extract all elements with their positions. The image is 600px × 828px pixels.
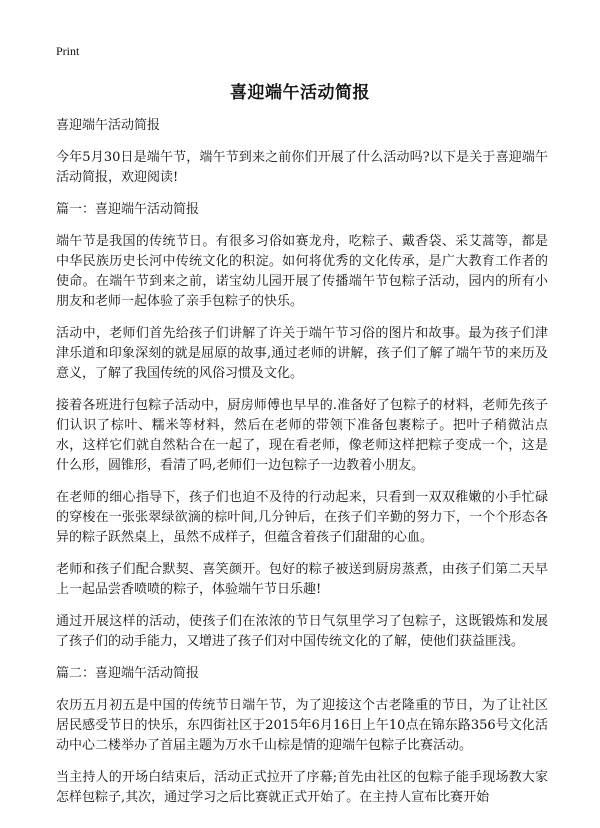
intro-paragraph: 今年5月30日是端午节，端午节到来之前你们开展了什么活动吗?以下是关于喜迎端午活动简报，欢迎阅读! <box>56 150 548 185</box>
body-paragraph: 当主持人的开场白结束后，活动正式拉开了序幕;首先由社区的包粽子能手现场教大家怎样包粽子,其次，通过学习之后比赛就正式开始了。在主持人宣布比赛开始 <box>56 770 548 805</box>
section-heading-two: 篇二：喜迎端午活动简报 <box>56 666 200 681</box>
subtitle-paragraph: 喜迎端午活动简报 <box>56 118 161 133</box>
print-link[interactable]: Print <box>56 44 80 58</box>
section-heading-one: 篇一：喜迎端午活动简报 <box>56 202 200 217</box>
body-paragraph: 通过开展这样的活动，使孩子们在浓浓的节日气氛里学习了包粽子，这既锻炼和发展了孩子们的动手能力，又增进了孩子们对中国传统文化的了解，使他们获益匪浅。 <box>56 614 548 649</box>
body-paragraph: 农历五月初五是中国的传统节日端午节，为了迎接这个古老隆重的节日，为了让社区居民感受节日的快乐，东四街社区于2015年6月16日上午10点在锦东路356号文化活动中心二楼举办了首届主题为万水千山棕是情的迎端午包粽子比赛活动。 <box>56 698 548 753</box>
body-paragraph: 端午节是我国的传统节日。有很多习俗如赛龙舟，吃粽子、戴香袋、采艾蒿等，都是中华民族历史长河中传统文化的积淀。如何将优秀的文化传承，是广大教育工作者的使命。在端午节到来之前，诺宝幼儿园开展了传播端午节包粽子活动，园内的所有小朋友和老师一起体验了亲手包粽子的快乐。 <box>56 234 548 309</box>
page-title: 喜迎端午活动简报 <box>230 83 370 103</box>
article-body <box>56 116 548 820</box>
body-paragraph: 接着各班进行包粽子活动中，厨房师傅也早早的.准备好了包粽子的材料，老师先孩子们认识了棕叶、糯米等材料，然后在老师的带领下准备包裹粽子。把叶子稍微沾点水，这样它们就自然粘合在一起了，现在看老师，像老师这样把粽子变成一个，这是什么形，圆锥形，看清了吗,老师们一边包粽子一边教着小朋友。 <box>56 398 548 473</box>
body-paragraph: 活动中，老师们首先给孩子们讲解了许关于端午节习俗的图片和故事。最为孩子们津津乐道和印象深刻的就是屈原的故事,通过老师的讲解，孩子们了解了端午节的来历及意义，了解了我国传统的风俗习惯及文化。 <box>56 326 548 381</box>
body-paragraph: 老师和孩子们配合默契、喜笑颜开。包好的粽子被送到厨房蒸煮，由孩子们第二天早上一起品尝香喷喷的粽子，体验端午节日乐趣! <box>56 562 548 597</box>
body-paragraph: 在老师的细心指导下，孩子们也迫不及待的行动起来，只看到一双双稚嫩的小手忙碌的穿梭在一张张翠绿欲滴的棕叶间,几分钟后，在孩子们辛勤的努力下，一个个形态各异的粽子跃然桌上，虽然不成样子，但蕴含着孩子们甜甜的心血。 <box>56 490 548 545</box>
